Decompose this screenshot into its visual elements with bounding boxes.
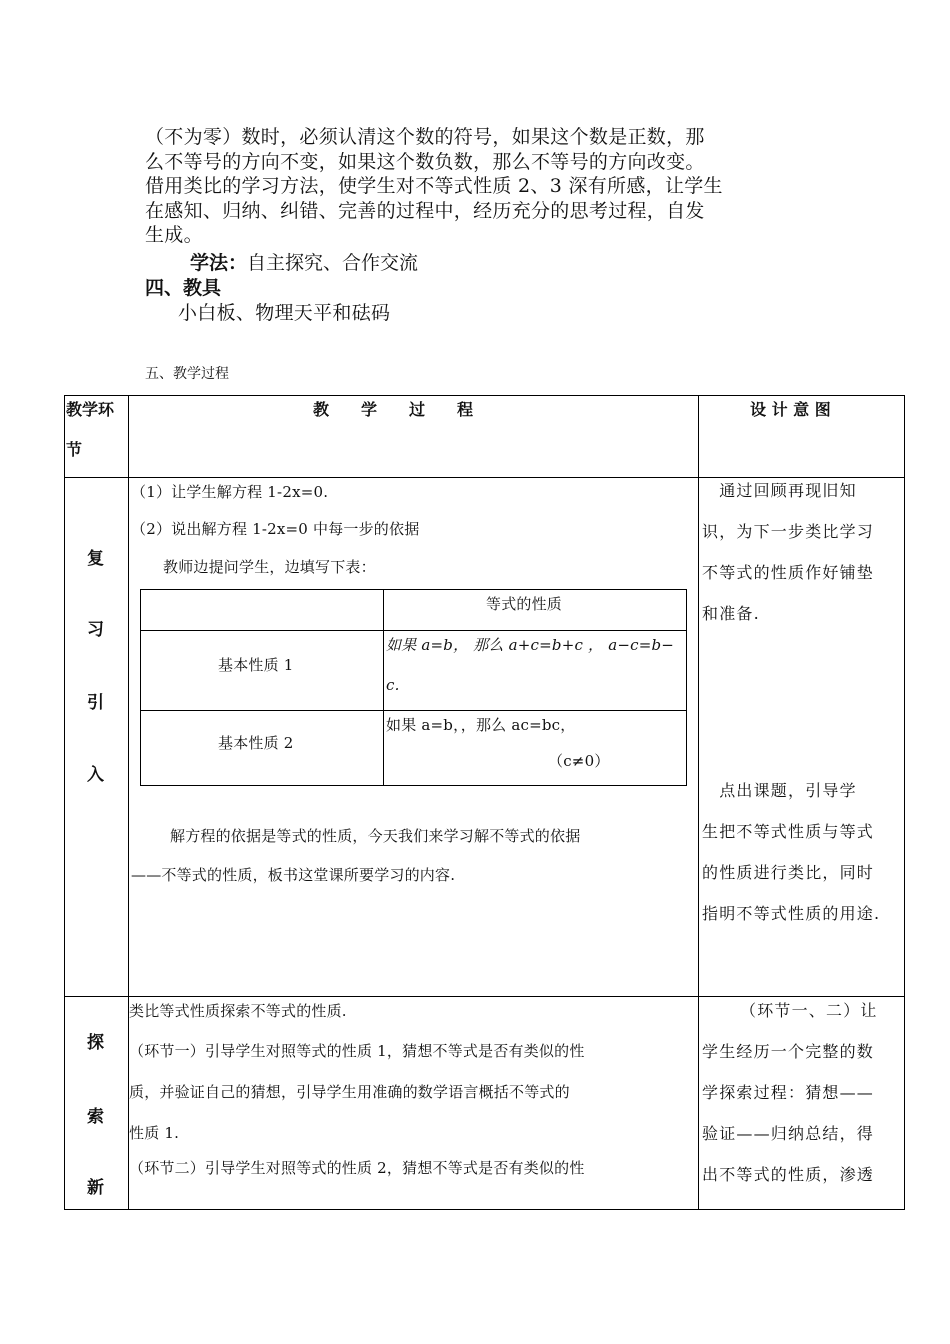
property-2-condition: （c≠0） xyxy=(548,752,610,770)
section-4-title: 四、教具 xyxy=(145,277,222,299)
header-design: 设 计 意 图 xyxy=(750,400,831,419)
property-1-text-cont: c. xyxy=(386,676,400,694)
intro-line: 生成。 xyxy=(145,224,203,246)
explore-line: （环节一）引导学生对照等式的性质 1，猜想不等式是否有类似的性 xyxy=(129,1042,585,1060)
question-2: （2）说出解方程 1-2x=0 中每一步的依据 xyxy=(131,520,420,538)
section-5-title: 五、教学过程 xyxy=(145,366,229,382)
stage-char: 入 xyxy=(87,765,104,785)
explore-line: 性质 1. xyxy=(129,1124,180,1142)
design-intent-explore: （环节一、二）让 学生经历一个完整的数 学探索过程：猜想—— 验证——归纳总结，得 出不等式的性质，渗透 xyxy=(702,1001,878,1184)
equality-properties-header: 等式的性质 xyxy=(486,595,563,613)
summary-line: 解方程的依据是等式的性质，今天我们来学习解不等式的依据 xyxy=(170,827,581,845)
stage-char: 引 xyxy=(87,693,104,713)
intro-line: 么不等号的方向不变，如果这个数负数，那么不等号的方向改变。 xyxy=(145,150,705,173)
intro-line: （不为零）数时，必须认清这个数的符号，如果这个数是正数，那 xyxy=(145,126,705,148)
property-1-label: 基本性质 1 xyxy=(218,656,294,674)
intro-line: 在感知、归纳、纠错、完善的过程中，经历充分的思考过程，自发 xyxy=(145,199,705,222)
stage-char: 新 xyxy=(87,1178,104,1198)
intro-paragraph xyxy=(145,125,825,248)
header-process: 教 学 过 程 xyxy=(313,400,474,419)
property-2-text: 如果 a=b，，那么 ac=bc， xyxy=(386,716,576,734)
intro-line: 借用类比的学习方法，使学生对不等式性质 2、3 深有所感，让学生 xyxy=(145,175,723,197)
property-1-text: 如果 a=b， 那么 a+c=b+c ， a−c=b− xyxy=(386,636,675,654)
explore-line: 类比等式性质探索不等式的性质. xyxy=(129,1002,347,1020)
learning-method xyxy=(190,248,418,275)
section-4-text: 小白板、物理天平和砝码 xyxy=(178,302,391,324)
explore-line: 质，并验证自己的猜想，引导学生用准确的数学语言概括不等式的 xyxy=(129,1083,570,1101)
design-intent-review: 通过回顾再现旧知 识，为下一步类比学习 不等式的性质作好铺垫 和准备. xyxy=(702,481,875,623)
stage-char: 探 xyxy=(87,1033,104,1053)
header-stage: 教学环 xyxy=(66,400,115,419)
learning-method-label: 学法： xyxy=(190,252,248,274)
design-intent-topic: 点出课题，引导学 生把不等式性质与等式 的性质进行类比，同时 指明不等式性质的用途. xyxy=(702,781,881,923)
question-1: （1）让学生解方程 1-2x=0. xyxy=(131,483,329,501)
teacher-instruction: 教师边提问学生，边填写下表： xyxy=(163,558,376,576)
learning-method-text: 自主探究、合作交流 xyxy=(247,252,419,274)
stage-char: 索 xyxy=(87,1107,104,1127)
property-2-label: 基本性质 2 xyxy=(218,734,294,752)
stage-char: 复 xyxy=(87,549,104,569)
stage-char: 习 xyxy=(87,620,104,640)
summary-line: ——不等式的性质，板书这堂课所要学习的内容. xyxy=(131,866,456,884)
explore-line: （环节二）引导学生对照等式的性质 2，猜想不等式是否有类似的性 xyxy=(129,1159,585,1177)
header-stage-cont: 节 xyxy=(66,440,83,459)
